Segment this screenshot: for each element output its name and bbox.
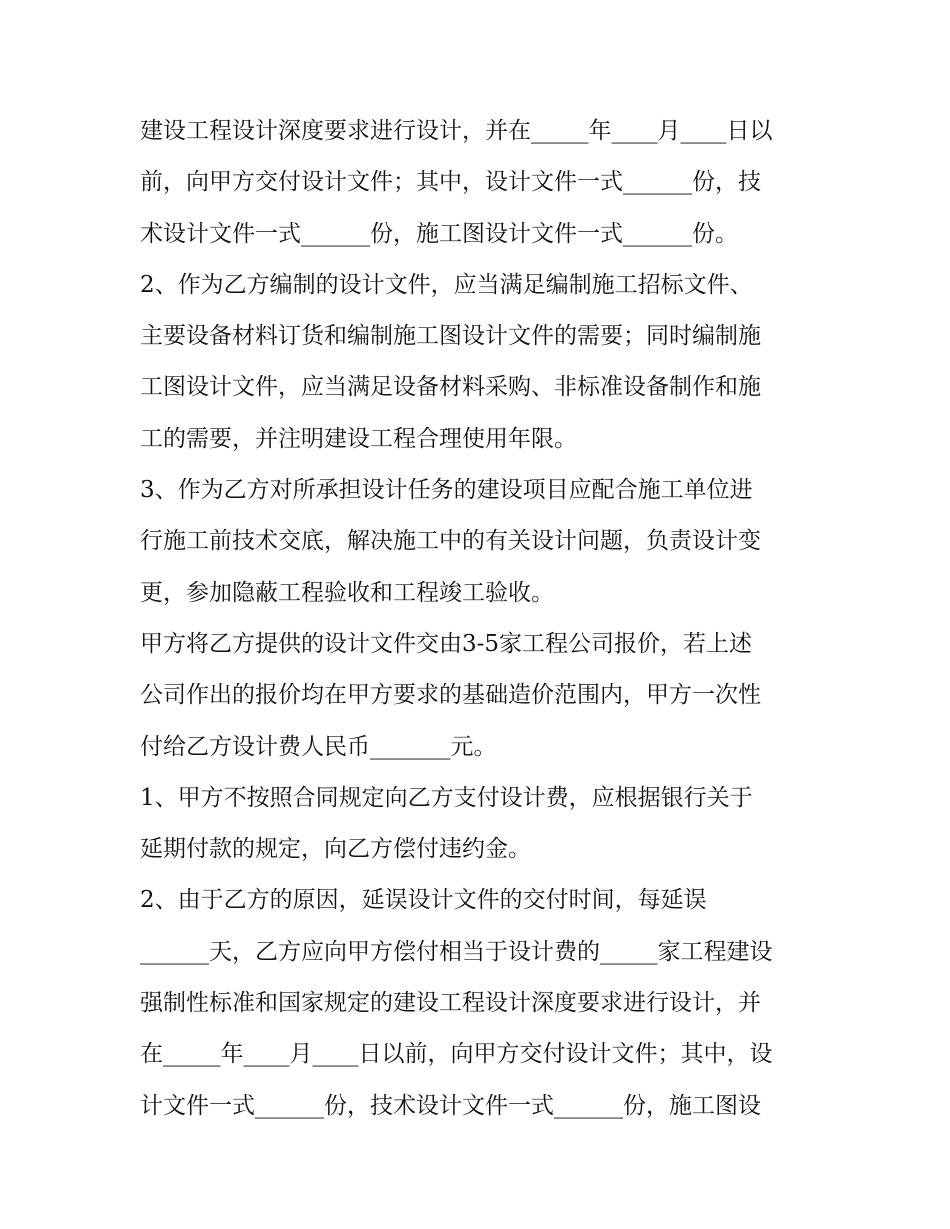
text-line: 前，向甲方交付设计文件；其中，设计文件一式______份，技 <box>140 169 761 196</box>
text-line: 术设计文件一式______份，施工图设计文件一式______份。 <box>140 220 738 247</box>
text-line: 付给乙方设计费人民币_______元。 <box>140 733 497 760</box>
text-line: 2、由于乙方的原因，延误设计文件的交付时间，每延误 <box>140 887 707 914</box>
text-line: 2、作为乙方编制的设计文件，应当满足编制施工招标文件、 <box>140 271 753 298</box>
text-line: 甲方将乙方提供的设计文件交由3-5家工程公司报价，若上述 <box>140 630 753 657</box>
text-line: 更，参加隐蔽工程验收和工程竣工验收。 <box>140 579 554 606</box>
text-line: 计文件一式______份，技术设计文件一式______份，施工图设 <box>140 1092 761 1119</box>
text-line: 强制性标准和国家规定的建设工程设计深度要求进行设计，并 <box>140 990 761 1017</box>
text-line: ______天，乙方应向甲方偿付相当于设计费的_____家工程建设 <box>140 938 773 965</box>
text-line: 公司作出的报价均在甲方要求的基础造价范围内，甲方一次性 <box>140 682 761 709</box>
text-line: 延期付款的规定，向乙方偿付违约金。 <box>140 836 531 863</box>
text-line: 建设工程设计深度要求进行设计，并在_____年____月____日以 <box>140 118 773 144</box>
contract-text <box>140 106 820 1132</box>
text-line: 1、甲方不按照合同规定向乙方支付设计费，应根据银行关于 <box>140 784 753 811</box>
text-line: 主要设备材料订货和编制施工图设计文件的需要；同时编制施 <box>140 323 761 350</box>
text-line: 3、作为乙方对所承担设计任务的建设项目应配合施工单位进 <box>140 477 753 504</box>
text-line: 工图设计文件，应当满足设备材料采购、非标准设备制作和施 <box>140 374 761 401</box>
text-line: 在_____年____月____日以前，向甲方交付设计文件；其中，设 <box>140 1041 773 1068</box>
text-line: 行施工前技术交底，解决施工中的有关设计问题，负责设计变 <box>140 528 761 555</box>
text-line: 工的需要，并注明建设工程合理使用年限。 <box>140 425 577 452</box>
